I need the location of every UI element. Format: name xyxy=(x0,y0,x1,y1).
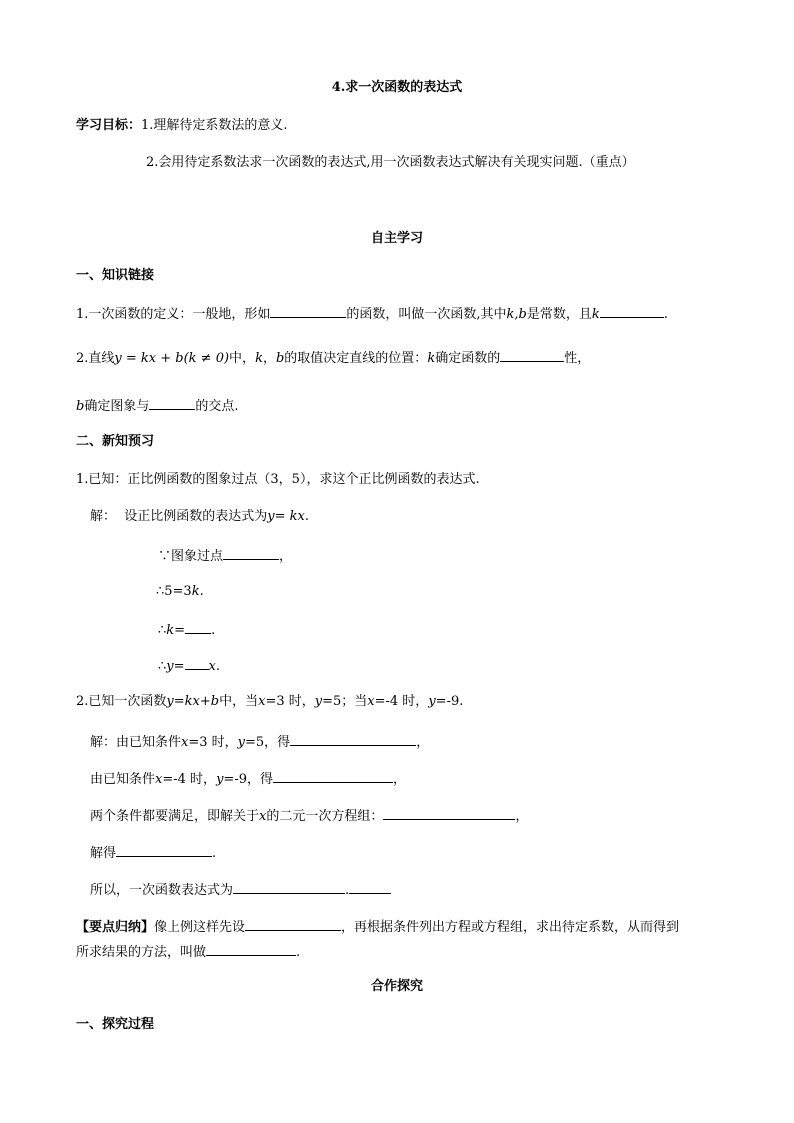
step2-k: k. xyxy=(191,584,204,599)
s2-text-b: =-4 时， xyxy=(162,772,217,787)
ex2-text-b: 中，当 xyxy=(219,694,259,709)
key-points-blank-2[interactable] xyxy=(206,942,296,956)
ex2-y1: y xyxy=(314,694,323,709)
solution-formula: y= kx. xyxy=(267,509,310,524)
step4-blank[interactable] xyxy=(185,656,209,670)
s2-text-c: =-9，得 xyxy=(223,772,273,787)
key-points xyxy=(76,917,679,937)
q1-k: k xyxy=(591,307,600,322)
ex2-text-a: 2.已知一次函数 xyxy=(76,694,167,709)
s1-y: y xyxy=(237,735,246,750)
key-points-blank-1[interactable] xyxy=(245,917,341,931)
step4-y: y= xyxy=(166,659,185,674)
q1-text-b: 的函数，叫做一次函数,其中 xyxy=(346,307,507,322)
solution-label: 解： xyxy=(90,509,117,524)
step4-text: ∴ xyxy=(158,659,167,674)
step2-text: ∴5=3 xyxy=(156,584,192,599)
s3-text-a: 两个条件都要满足，即解关于 xyxy=(90,809,260,824)
q2-text-d: 确定函数的 xyxy=(435,351,501,366)
preview-heading: 二、新知预习 xyxy=(76,434,155,449)
s3-x: x xyxy=(259,809,267,824)
question-2-cont xyxy=(76,396,238,416)
goal-2: 2.会用待定系数法求一次函数的表达式,用一次函数表达式解决有关现实问题.（重点） xyxy=(146,155,635,170)
s4-blank[interactable] xyxy=(116,843,212,857)
q1-text-a: 1.一次函数的定义：一般地，形如 xyxy=(76,307,271,322)
q2-text-c: 的取值决定直线的位置： xyxy=(284,351,428,366)
s3-end: ， xyxy=(515,809,529,824)
s5-text: 所以，一次函数表达式为 xyxy=(90,883,234,898)
s4-end: . xyxy=(212,846,217,861)
s5-blank-2[interactable] xyxy=(349,880,391,894)
key-points-end: . xyxy=(296,945,301,960)
s2-x: x xyxy=(155,772,163,787)
q2-comma: ， xyxy=(262,351,276,366)
step1-text: ∵图象过点 xyxy=(158,549,224,564)
q2-formula: y = kx + b(k ≠ 0) xyxy=(114,351,230,366)
q2-text-e: 性， xyxy=(564,351,591,366)
s5-dot: . xyxy=(345,883,350,898)
ex2-text-d: =5；当 xyxy=(322,694,368,709)
section-self-study: 自主学习 xyxy=(370,231,423,246)
step3-end: . xyxy=(211,623,216,638)
learning-goals xyxy=(76,117,288,135)
s2-blank[interactable] xyxy=(273,769,393,783)
q2-b: b xyxy=(275,351,285,366)
q2-blank[interactable] xyxy=(500,348,564,362)
example-1: 1.已知：正比例函数的图象过点（3，5），求这个正比例函数的表达式. xyxy=(76,472,480,487)
s3-text-b: 的二元一次方程组： xyxy=(266,809,384,824)
key-points-text-a: 像上例这样先设 xyxy=(154,920,246,935)
ex2-text-e: =-4 时， xyxy=(374,694,429,709)
step4-x: x. xyxy=(208,659,220,674)
step-2 xyxy=(156,583,204,601)
s1-text-c: =5，得 xyxy=(245,735,291,750)
knowledge-link-heading: 一、知识链接 xyxy=(76,268,155,283)
q2-text-b: 中， xyxy=(229,351,256,366)
ex2-formula: y=kx+b xyxy=(166,694,220,709)
ex2-step-4 xyxy=(90,843,216,863)
s2-end: ， xyxy=(392,772,406,787)
key-points-cont xyxy=(76,942,300,962)
step3-k: k= xyxy=(166,623,186,638)
q1-blank-2[interactable] xyxy=(600,304,664,318)
q1-kb: k,b xyxy=(506,307,527,322)
step1-end: ， xyxy=(279,549,293,564)
ex2-x1: x xyxy=(258,694,266,709)
q1-end: . xyxy=(663,307,668,322)
s2-text-a: 由已知条件 xyxy=(90,772,156,787)
ex2-step-5 xyxy=(90,880,391,900)
q2-k2: k xyxy=(427,351,436,366)
page-title: 4.求一次函数的表达式 xyxy=(331,80,463,95)
step-1 xyxy=(158,546,292,566)
s4-text: 解得 xyxy=(90,846,117,861)
ex2-step-1 xyxy=(90,732,429,752)
goal-1: 1.理解待定系数法的意义. xyxy=(141,118,288,133)
q3-text-a: 确定图象与 xyxy=(84,399,150,414)
step1-blank[interactable] xyxy=(223,546,279,560)
s1-text-b: =3 时， xyxy=(188,735,238,750)
step3-text: ∴ xyxy=(158,623,167,638)
ex2-step-2 xyxy=(90,769,406,789)
q3-b: b xyxy=(76,399,85,414)
q3-blank[interactable] xyxy=(149,396,195,410)
step3-blank[interactable] xyxy=(185,620,211,634)
s1-end: ， xyxy=(416,735,430,750)
s1-text-a: 解：由已知条件 xyxy=(90,735,182,750)
ex2-x2: x xyxy=(367,694,375,709)
example-1-solution xyxy=(90,508,309,526)
s3-blank[interactable] xyxy=(383,806,515,820)
step-4 xyxy=(158,656,220,676)
key-points-text-b: ，再根据条件列出方程或方程组，求出待定系数，从而得到 xyxy=(341,920,680,935)
section-cooperative: 合作探究 xyxy=(370,979,423,994)
ex2-text-c: =3 时， xyxy=(265,694,315,709)
q2-k: k xyxy=(255,351,263,366)
q2-text-a: 2.直线 xyxy=(76,351,115,366)
explore-heading: 一、探究过程 xyxy=(76,1017,155,1032)
question-1 xyxy=(76,304,668,324)
step-3 xyxy=(158,620,215,640)
q3-text-c: 的交点. xyxy=(195,399,239,414)
ex2-y2: y xyxy=(428,694,436,709)
key-points-label: 【要点归纳】 xyxy=(76,920,155,935)
s5-blank-1[interactable] xyxy=(233,880,345,894)
question-2 xyxy=(76,348,590,368)
solution-text: 设正比例函数的表达式为 xyxy=(124,509,268,524)
s1-blank[interactable] xyxy=(290,732,416,746)
q1-text-c: 是常数，且 xyxy=(526,307,592,322)
ex2-text-f: =-9. xyxy=(435,694,464,709)
example-2 xyxy=(76,693,463,711)
q1-blank-1[interactable] xyxy=(270,304,346,318)
s1-x: x xyxy=(181,735,189,750)
goals-label: 学习目标： xyxy=(76,118,142,133)
s2-y: y xyxy=(216,772,224,787)
ex2-step-3 xyxy=(90,806,528,826)
key-points-text-c: 所求结果的方法，叫做 xyxy=(76,945,207,960)
